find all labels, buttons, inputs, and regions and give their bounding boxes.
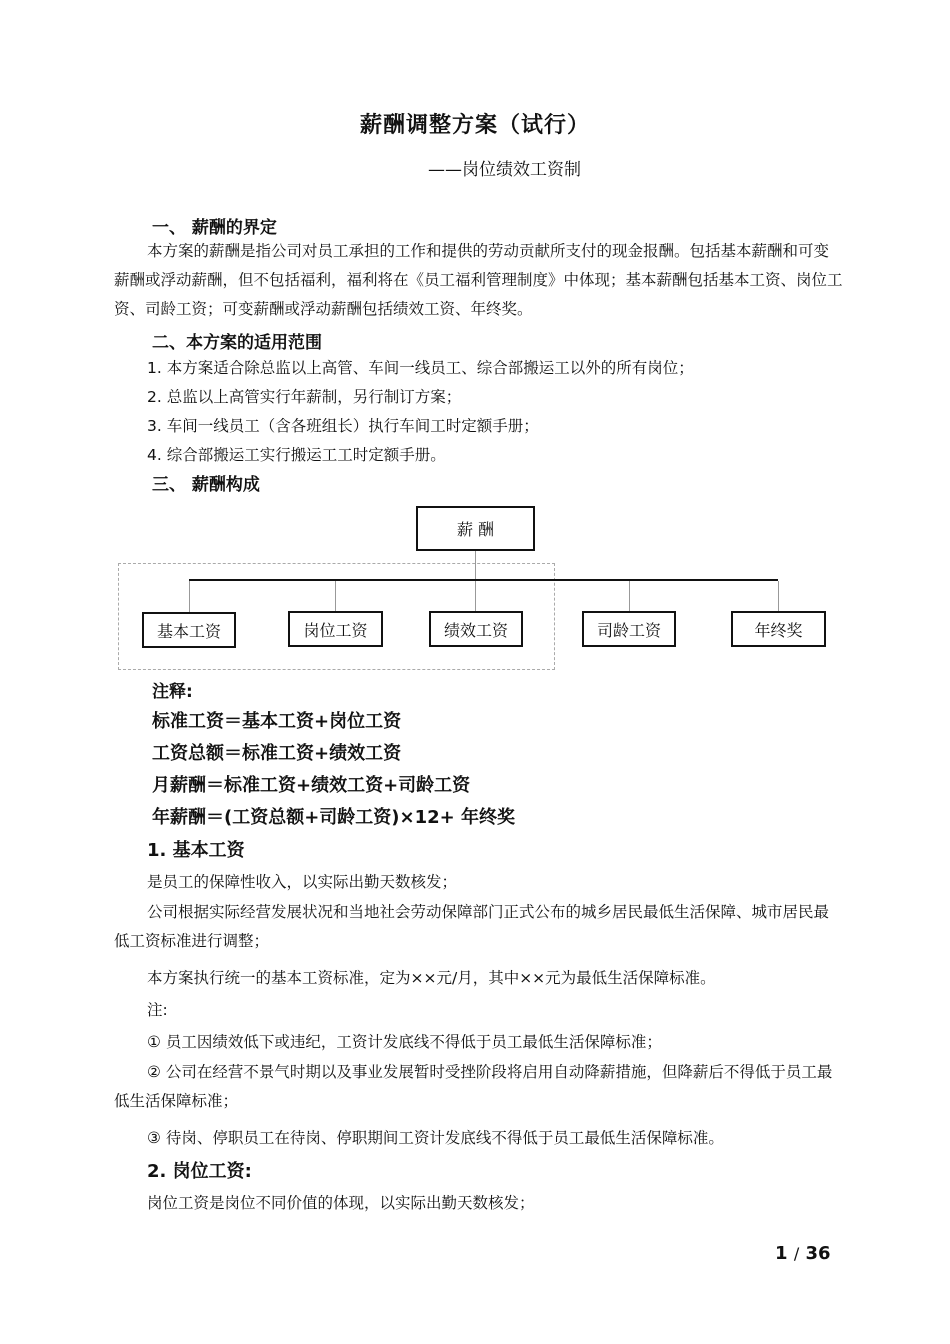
section-2-heading: 二、本方案的适用范围	[152, 333, 322, 353]
scope-item-4: 4. 综合部搬运工实行搬运工工时定额手册。	[147, 446, 446, 464]
basic-wage-p1: 是员工的保障性收入，以实际出勤天数核发；	[147, 873, 458, 891]
basic-wage-note-3: ③ 待岗、停职员工在待岗、停职期间工资计发底线不得低于员工最低生活保障标准。	[147, 1129, 724, 1147]
section-3-heading: 三、 薪酬构成	[152, 475, 260, 495]
formula-annual-pay: 年薪酬＝(工资总额+司龄工资)×12+ 年终奖	[152, 807, 516, 828]
basic-wage-note-1: ① 员工因绩效低下或违纪，工资计发底线不得低于员工最低生活保障标准；	[147, 1033, 662, 1051]
section-1-heading: 一、 薪酬的界定	[152, 218, 277, 238]
basic-wage-p3: 本方案执行统一的基本工资标准，定为××元/月，其中××元为最低生活保障标准。	[147, 969, 716, 987]
post-wage-p1: 岗位工资是岗位不同价值的体现，以实际出勤天数核发；	[147, 1194, 535, 1212]
scope-item-2: 2. 总监以上高管实行年薪制，另行制订方案；	[147, 388, 462, 406]
formula-standard-wage: 标准工资＝基本工资+岗位工资	[152, 711, 402, 732]
page-separator: /	[793, 1244, 800, 1263]
chart-connector-5	[778, 581, 779, 612]
scope-item-3: 3. 车间一线员工（含各班组长）执行车间工时定额手册；	[147, 417, 539, 435]
chart-box-year-end-bonus: 年终奖	[731, 611, 826, 647]
page-total: 36	[805, 1243, 831, 1264]
chart-horizontal-connector	[189, 579, 778, 581]
formula-monthly-pay: 月薪酬＝标准工资+绩效工资+司龄工资	[152, 775, 471, 796]
chart-connector-1	[189, 581, 190, 612]
chart-box-performance-wage: 绩效工资	[429, 611, 523, 647]
basic-wage-note-label: 注:	[147, 1001, 168, 1019]
chart-box-basic-wage: 基本工资	[142, 612, 236, 648]
chart-root-box: 薪 酬	[416, 506, 535, 551]
basic-wage-p2: 公司根据实际经营发展状况和当地社会劳动保障部门正式公布的城乡居民最低生活保障、城市居民最低工资标准进行调整；	[114, 903, 830, 950]
page-number	[775, 1243, 831, 1264]
basic-wage-heading: 1. 基本工资	[147, 840, 245, 861]
scope-item-1: 1. 本方案适合除总监以上高管、车间一线员工、综合部搬运工以外的所有岗位；	[147, 359, 694, 377]
chart-root-connector	[475, 551, 476, 580]
chart-box-seniority-wage: 司龄工资	[582, 611, 676, 647]
chart-box-post-wage: 岗位工资	[288, 611, 383, 647]
basic-wage-note-2: ② 公司在经营不景气时期以及事业发展暂时受挫阶段将启用自动降薪措施，但降薪后不得低于员工最低生活保障标准；	[114, 1063, 833, 1110]
document-title: 薪酬调整方案（试行）	[359, 113, 590, 138]
page-current: 1	[775, 1243, 788, 1264]
chart-connector-3	[475, 581, 476, 612]
document-subtitle: ——岗位绩效工资制	[428, 160, 581, 180]
post-wage-heading: 2. 岗位工资:	[147, 1161, 252, 1182]
notes-label: 注释:	[152, 682, 193, 702]
section-1-body: 本方案的薪酬是指公司对员工承担的工作和提供的劳动贡献所支付的现金报酬。包括基本薪酬和可变薪酬或浮动薪酬，但不包括福利，福利将在《员工福利管理制度》中体现；基本薪酬包括基本工资、岗位工资、司龄工资；可变薪酬或浮动薪酬包括绩效工资、年终奖。	[114, 242, 843, 318]
chart-connector-2	[335, 581, 336, 612]
formula-total-wage: 工资总额＝标准工资+绩效工资	[152, 743, 402, 764]
chart-connector-4	[629, 581, 630, 612]
